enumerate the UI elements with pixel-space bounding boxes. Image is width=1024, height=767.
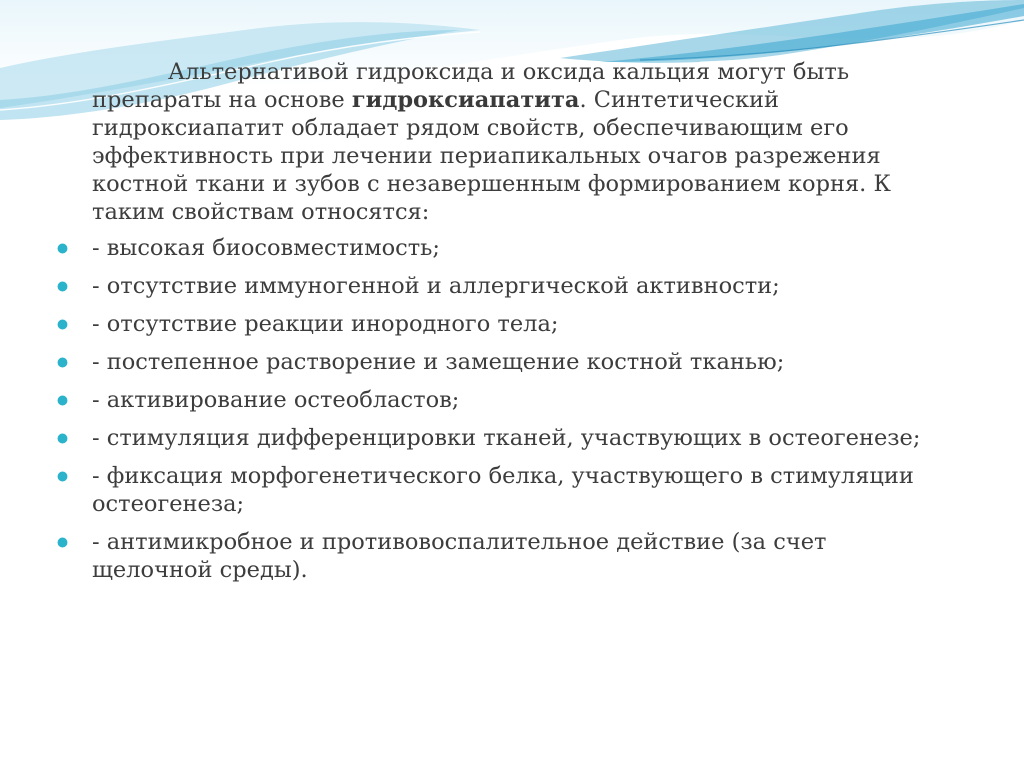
list-item (54, 462, 922, 518)
bullet-icon (57, 395, 68, 406)
list-item-text: - высокая биосовместимость; (92, 235, 440, 261)
list-item-text: - постепенное растворение и замещение костной тканью; (92, 349, 785, 375)
bullet-icon (57, 433, 68, 444)
list-item (54, 424, 922, 452)
bullet-icon (57, 537, 68, 548)
list-item (54, 310, 922, 338)
bullet-icon (57, 243, 68, 254)
list-item (54, 528, 922, 584)
list-item (54, 272, 922, 300)
intro-bold-term: гидроксиапатита (351, 87, 580, 113)
list-item (54, 348, 922, 376)
list-item-text: - стимуляция дифференцировки тканей, участвующих в остеогенезе; (92, 425, 921, 451)
intro-text-before: Альтернативой гидроксида и оксида кальция могут быть препараты на основе (92, 59, 850, 113)
bullet-icon (57, 471, 68, 482)
intro-paragraph (92, 58, 922, 226)
bullet-icon (57, 281, 68, 292)
list-item-text: - активирование остеобластов; (92, 387, 460, 413)
slide-content (54, 58, 954, 594)
list-item-text: - фиксация морфогенетического белка, участвующего в стимуляции остеогенеза; (92, 463, 914, 517)
bullet-icon (57, 319, 68, 330)
list-item-text: - отсутствие иммуногенной и аллергической активности; (92, 273, 780, 299)
list-item (54, 234, 922, 262)
bullet-icon (57, 357, 68, 368)
list-item (54, 386, 922, 414)
list-item-text: - отсутствие реакции инородного тела; (92, 311, 559, 337)
properties-list (54, 234, 954, 584)
intro-text-after: . Синтетический гидроксиапатит обладает рядом свойств, обеспечивающим его эффективность при лечении периапикальных очагов разрежения костной ткани и зубов с незавершенным формированием корня. К таким свойствам относятся: (92, 87, 891, 225)
list-item-text: - антимикробное и противовоспалительное действие (за счет щелочной среды). (92, 529, 827, 583)
